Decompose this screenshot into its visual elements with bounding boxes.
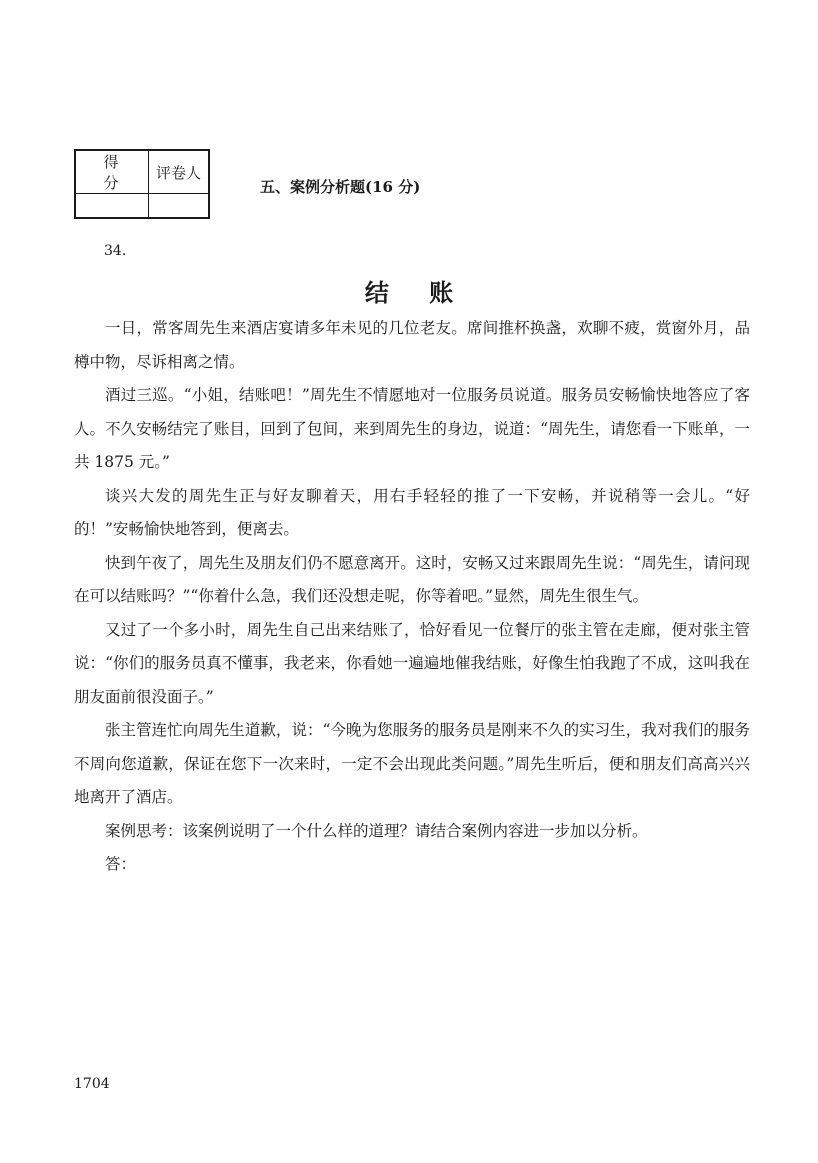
section-title: 五、案例分析题(16 分) bbox=[260, 178, 421, 196]
grader-label: 评卷人 bbox=[149, 150, 210, 194]
case-title: 结 账 bbox=[364, 278, 470, 307]
paragraph-3: 谈兴大发的周先生正与好友聊着天，用右手轻轻的推了一下安畅，并说稍等一会儿。“好的！”安畅愉快地答到，便离去。 bbox=[74, 486, 750, 538]
case-body bbox=[74, 312, 750, 882]
score-label: 得 分 bbox=[75, 150, 149, 194]
answer-label: 答： bbox=[105, 855, 137, 873]
paragraph-4: 快到午夜了，周先生及朋友们仍不愿意离开。这时，安畅又过来跟周先生说：“周先生，请问现在可以结账吗？”“你着什么急，我们还没想走呢，你等着吧。”显然，周先生很生气。 bbox=[74, 553, 750, 605]
grader-cell bbox=[149, 194, 210, 219]
question-number: 34. bbox=[104, 243, 127, 259]
page-number: 1704 bbox=[74, 1076, 110, 1092]
score-cell bbox=[75, 194, 149, 219]
paragraph-2: 酒过三巡。“小姐，结账吧！”周先生不情愿地对一位服务员说道。服务员安畅愉快地答应了客人。不久安畅结完了账目，回到了包间，来到周先生的身边，说道：“周先生，请您看一下账单，一共 1875 元。” bbox=[74, 386, 750, 471]
case-question: 案例思考：该案例说明了一个什么样的道理？请结合案例内容进一步加以分析。 bbox=[105, 821, 648, 840]
paragraph-6: 张主管连忙向周先生道歉，说：“今晚为您服务的服务员是刚来不久的实习生，我对我们的服务不周向您道歉，保证在您下一次来时，一定不会出现此类问题。”周先生听后，便和朋友们高高兴兴地离开了酒店。 bbox=[74, 721, 750, 806]
paragraph-1: 一日，常客周先生来酒店宴请多年未见的几位老友。席间推杯换盏，欢聊不疲，赏窗外月，品樽中物，尽诉相离之情。 bbox=[74, 319, 750, 371]
score-box bbox=[74, 149, 210, 219]
paragraph-5: 又过了一个多小时，周先生自己出来结账了，恰好看见一位餐厅的张主管在走廊，便对张主管说：“你们的服务员真不懂事，我老来，你看她一遍遍地催我结账，好像生怕我跑了不成，这叫我在朋友面前很没面子。” bbox=[74, 620, 750, 706]
